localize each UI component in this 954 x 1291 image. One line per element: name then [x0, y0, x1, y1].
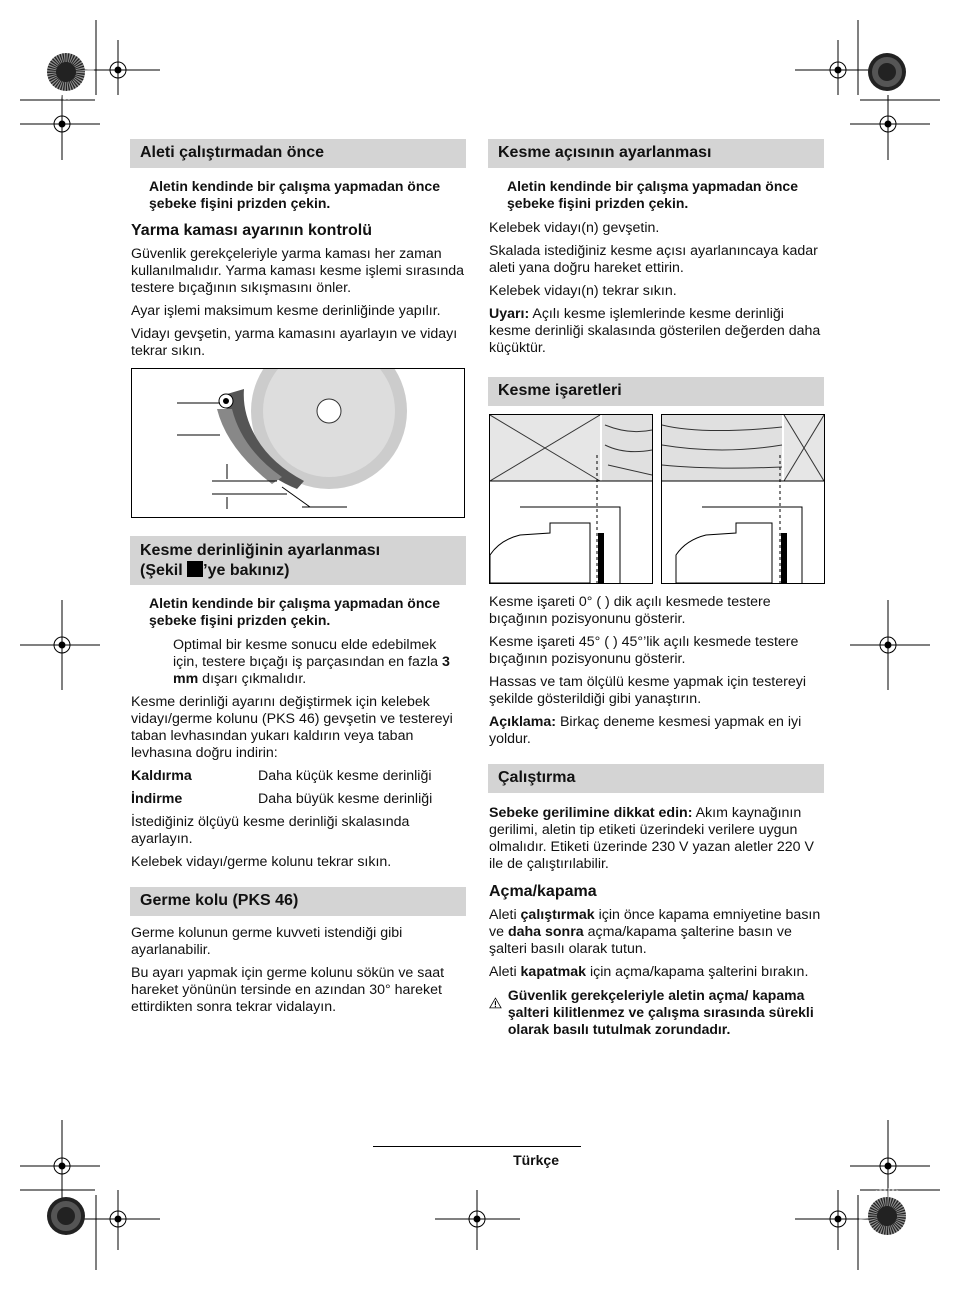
cutting-marks-figures — [489, 414, 823, 584]
section-title-cutting-depth — [130, 536, 466, 585]
clamping-lever-text-2: Bu ayarı yapmak için germe kolunu sökün ve saat hareket yönünün tersinde en azından 30° hareket ettirdikten sonra tekrar vidalayın. — [131, 965, 445, 1015]
switch-off-text — [489, 964, 823, 981]
optimal-depth-text-a: Optimal bir kesme sonucu elde edebilmek için, testere bıçağı iş parçasından en fazla — [173, 637, 442, 670]
switch-on-c: için önce kapama emniyetine basın ve — [489, 907, 821, 940]
lower-value: Daha büyük kesme derinliği — [258, 791, 433, 807]
left-column — [131, 139, 465, 1022]
optimal-depth-text — [173, 637, 465, 688]
clamping-lever-text-1: Germe kolunun germe kuvveti istendiği gibi ayarlanabilir. — [131, 925, 403, 958]
angle-text-2: Skalada istediğiniz kesme açısı ayarlanıncaya kadar aleti yana doğru hareket ettirin. — [489, 243, 818, 276]
safety-caution-text: Güvenlik gerekçeleriyle aletin açma/ kapama şalteri kilitlenmez ve çalışma sırasında sürekli olarak basılı tutulmak zorundadır. — [507, 987, 814, 1037]
figure-reference-box — [187, 561, 203, 577]
warning-triangle-icon — [489, 987, 502, 1019]
footer-language: Türkçe — [513, 1152, 559, 1168]
angle-text-3: Kelebek vidayı(n) tekrar sıkın. — [489, 283, 677, 299]
angle-note-text: Açılı kesme işlemlerinde kesme derinliği kesme derinliği skalasında gösterilen değerden daha küçüktür. — [489, 306, 821, 356]
voltage-body: Akım kaynağının gerilimi, aletin tip etiketi üzerindeki verilere uygun olmalıdır. Etiketi üzerinde 230 V yazan aletler 220 V ile de çalıştırılabilir. — [489, 805, 814, 872]
riving-knife-text-3: Vidayı gevşetin, yarma kamasını ayarlayın ve vidayı tekrar sıkın. — [131, 326, 458, 359]
switch-off-c: için açma/kapama şalterini bırakın. — [586, 964, 809, 980]
raise-label: Kaldırma — [131, 768, 192, 784]
section-title-cutting-marks: Kesme işaretleri — [488, 377, 824, 406]
riving-knife-text-2: Ayar işlemi maksimum kesme derinliğinde yapılır. — [131, 303, 441, 319]
explanation-text: Birkaç deneme kesmesi yapmak en iyi yoldur. — [489, 714, 802, 747]
right-column — [489, 139, 823, 1038]
unplug-warning: Aletin kendinde bir çalışma yapmadan önce şebeke fişini prizden çekin. — [149, 178, 440, 211]
angle-note-label: Uyarı: — [489, 306, 530, 322]
optimal-depth-value: 3 mm — [173, 654, 450, 687]
cutting-depth-title-line1: Kesme derinliğinin ayarlanması — [140, 542, 381, 559]
angle-note — [489, 306, 823, 357]
precise-cut-text: Hassas ve tam ölçülü kesme yapmak için testereyi şekilde gösterildiği gibi yanaştırın. — [489, 674, 806, 707]
riving-knife-subtitle: Yarma kaması ayarının kontrolü — [131, 222, 372, 239]
cutting-mark-0deg-figure — [489, 414, 653, 584]
switch-on-a: Aleti — [489, 907, 521, 923]
switch-off-b: kapatmak — [520, 964, 587, 980]
unplug-warning-3: Aletin kendinde bir çalışma yapmadan önce şebeke fişini prizden çekin. — [507, 178, 798, 211]
section-title-before-operation: Aleti çalıştırmadan önce — [130, 139, 466, 168]
explanation-label: Açıklama: — [489, 714, 557, 730]
switch-on-d: daha sonra — [507, 924, 584, 940]
optimal-depth-text-c: dışarı çıkmalıdır. — [198, 671, 307, 687]
cutting-mark-45deg-figure — [661, 414, 825, 584]
switch-on-b: çalıştırmak — [520, 907, 595, 923]
angle-text-1: Kelebek vidayı(n) gevşetin. — [489, 220, 660, 236]
depth-adjust-text: Kesme derinliği ayarını değiştirmek için kelebek vidayı/germe kolunu (PKS 46) gevşetin ve testereyi taban levhasından yukarı kaldırın veya taban levhasına doğru indirin: — [131, 694, 453, 761]
mark-0-text: Kesme işareti 0° ( ) dik açılı kesmede testere bıçağının pozisyonunu gösterir. — [489, 594, 771, 627]
section-title-clamping-lever: Germe kolu (PKS 46) — [130, 887, 466, 916]
retighten-text: Kelebek vidayı/germe kolunu tekrar sıkın. — [131, 854, 392, 870]
raise-row — [131, 768, 465, 785]
riving-knife-figure — [131, 368, 465, 518]
lower-label: İndirme — [131, 791, 183, 807]
unplug-warning-2: Aletin kendinde bir çalışma yapmadan önce şebeke fişini prizden çekin. — [149, 595, 440, 628]
safety-caution — [489, 987, 823, 1038]
raise-value: Daha küçük kesme derinliği — [258, 768, 432, 784]
voltage-text — [489, 805, 823, 873]
cutting-depth-title-prefix: (Şekil — [140, 562, 188, 579]
footer-rule — [373, 1146, 581, 1147]
section-title-cutting-angle: Kesme açısının ayarlanması — [488, 139, 824, 168]
switch-on-e: açma/kapama şalterine basın ve şalteri basılı olarak tutun. — [489, 924, 792, 957]
depth-scale-text: İstediğiniz ölçüyü kesme derinliği skalasında ayarlayın. — [131, 814, 410, 847]
explanation-note — [489, 714, 823, 748]
lower-row — [131, 791, 465, 808]
switch-off-a: Aleti — [489, 964, 521, 980]
cutting-depth-title-line2 — [140, 561, 456, 581]
section-title-operation: Çalıştırma — [488, 764, 824, 793]
riving-knife-text-1: Güvenlik gerekçeleriyle yarma kaması her zaman kullanılmalıdır. Yarma kaması kesme işlemi sırasında testere bıçağının sıkışmasını önler. — [131, 246, 464, 296]
voltage-label: Sebeke gerilimine dikkat edin: — [489, 805, 693, 821]
mark-45-text: Kesme işareti 45° ( ) 45°’lik açılı kesmede testere bıçağının pozisyonunu gösterir. — [489, 634, 799, 667]
on-off-subtitle: Açma/kapama — [489, 883, 597, 900]
switch-on-text — [489, 907, 823, 958]
cutting-depth-title-suffix: ’ye bakınız) — [203, 562, 290, 579]
